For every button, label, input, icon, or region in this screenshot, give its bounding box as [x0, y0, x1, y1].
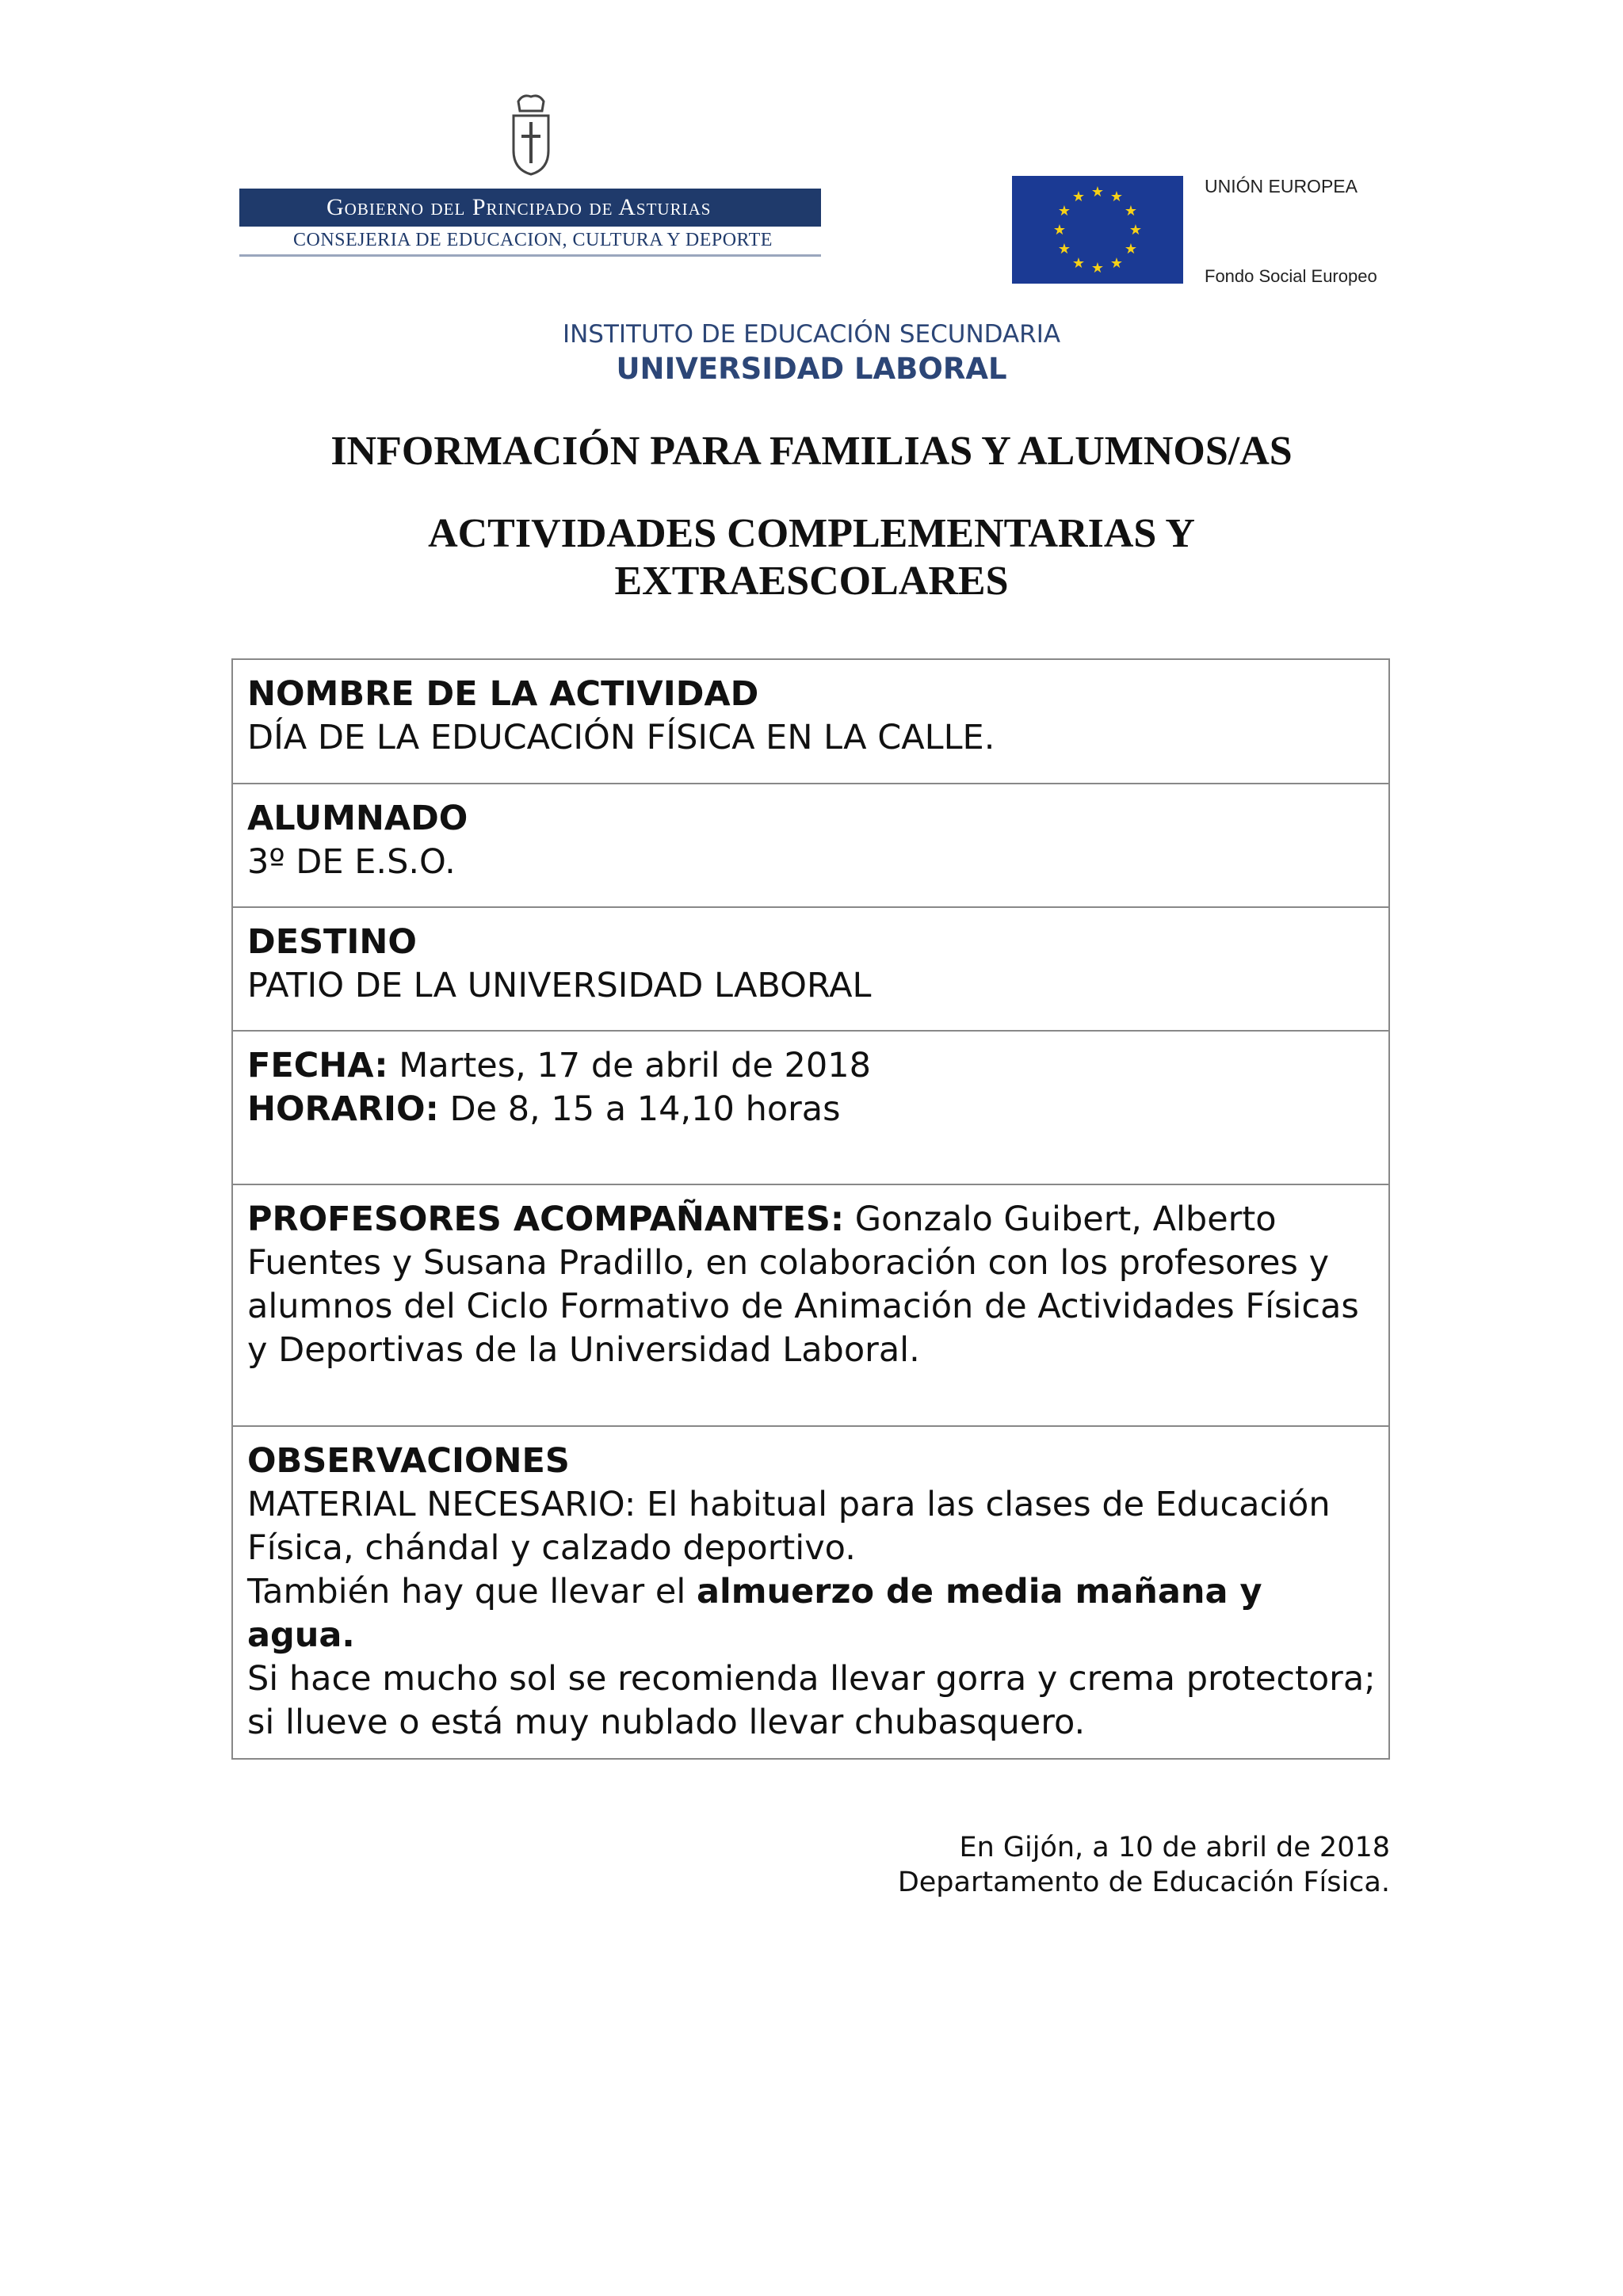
- gov-line2: CONSEJERIA DE EDUCACION, CULTURA Y DEPORTE: [239, 227, 821, 257]
- asturias-crest-icon: [507, 93, 555, 176]
- svg-text:★: ★: [1071, 189, 1086, 205]
- date-value: Martes, 17 de abril de 2018: [388, 1046, 871, 1085]
- eu-title: UNIÓN EUROPEA: [1205, 176, 1358, 196]
- teachers-label: PROFESORES ACOMPAÑANTES:: [247, 1199, 845, 1239]
- date-label: FECHA:: [247, 1046, 388, 1085]
- svg-text:★: ★: [1124, 203, 1138, 219]
- document-title: INFORMACIÓN PARA FAMILIAS Y ALUMNOS/AS: [330, 429, 1293, 474]
- observations-lunch: [247, 1570, 1376, 1657]
- svg-text:★: ★: [1128, 222, 1143, 238]
- svg-text:★: ★: [1071, 255, 1086, 272]
- document-subtitle-line1: ACTIVIDADES COMPLEMENTARIAS Y: [428, 511, 1195, 556]
- teachers-value: Gonzalo Guibert, Alberto Fuentes y Susana Pradillo, en colaboración con los profesores y alumnos del Ciclo Formativo de Animación de Actividades Físicas y Deportivas de la Universidad Laboral.: [247, 1199, 1359, 1370]
- svg-text:★: ★: [1057, 203, 1071, 219]
- destination-label: DESTINO: [247, 922, 417, 962]
- schedule-label: HORARIO:: [247, 1089, 439, 1129]
- lunch-bold: almuerzo de media mañana y agua.: [247, 1572, 1262, 1655]
- svg-text:★: ★: [1090, 184, 1105, 200]
- observations-material: MATERIAL NECESARIO: El habitual para las clases de Educación Física, chándal y calzado deportivo.: [247, 1485, 1331, 1568]
- school-name: UNIVERSIDAD LABORAL: [616, 352, 1007, 386]
- activity-cell: [233, 660, 1388, 784]
- document-subtitle-line2: EXTRAESCOLARES: [614, 559, 1009, 604]
- schedule-row: [247, 1088, 1376, 1131]
- activity-label: NOMBRE DE LA ACTIVIDAD: [247, 674, 759, 714]
- date-schedule-cell: [233, 1032, 1388, 1185]
- place-date: En Gijón, a 10 de abril de 2018: [959, 1832, 1390, 1863]
- students-label: ALUMNADO: [247, 799, 468, 838]
- eu-fund: Fondo Social Europeo: [1205, 266, 1377, 286]
- observations-cell: [233, 1427, 1388, 1758]
- activity-value: DÍA DE LA EDUCACIÓN FÍSICA EN LA CALLE.: [247, 718, 995, 757]
- observations-label: OBSERVACIONES: [247, 1441, 570, 1481]
- destination-cell: [233, 908, 1388, 1032]
- destination-value: PATIO DE LA UNIVERSIDAD LABORAL: [247, 966, 872, 1005]
- date-row: [247, 1044, 1376, 1088]
- asturias-government-logo: [239, 189, 821, 257]
- lunch-prefix: También hay que llevar el: [247, 1572, 697, 1611]
- svg-text:★: ★: [1090, 260, 1105, 277]
- schedule-value: De 8, 15 a 14,10 horas: [438, 1089, 841, 1129]
- eu-flag-icon: [1012, 176, 1183, 284]
- observations-weather: Si hace mucho sol se recomienda llevar gorra y crema protectora; si llueve o está muy nublado llevar chubasquero.: [247, 1659, 1376, 1742]
- svg-text:★: ★: [1109, 255, 1124, 272]
- students-cell: [233, 784, 1388, 908]
- svg-text:★: ★: [1057, 241, 1071, 257]
- department: Departamento de Educación Física.: [897, 1867, 1390, 1898]
- teachers-cell: [233, 1185, 1388, 1427]
- svg-text:★: ★: [1124, 241, 1138, 257]
- students-value: 3º DE E.S.O.: [247, 842, 456, 882]
- teachers-text: [247, 1198, 1376, 1372]
- svg-text:★: ★: [1052, 222, 1067, 238]
- activity-info-table: [231, 658, 1390, 1760]
- gov-line1: Gobierno del Principado de Asturias: [239, 189, 821, 227]
- school-type: INSTITUTO DE EDUCACIÓN SECUNDARIA: [562, 320, 1061, 349]
- svg-text:★: ★: [1109, 189, 1124, 205]
